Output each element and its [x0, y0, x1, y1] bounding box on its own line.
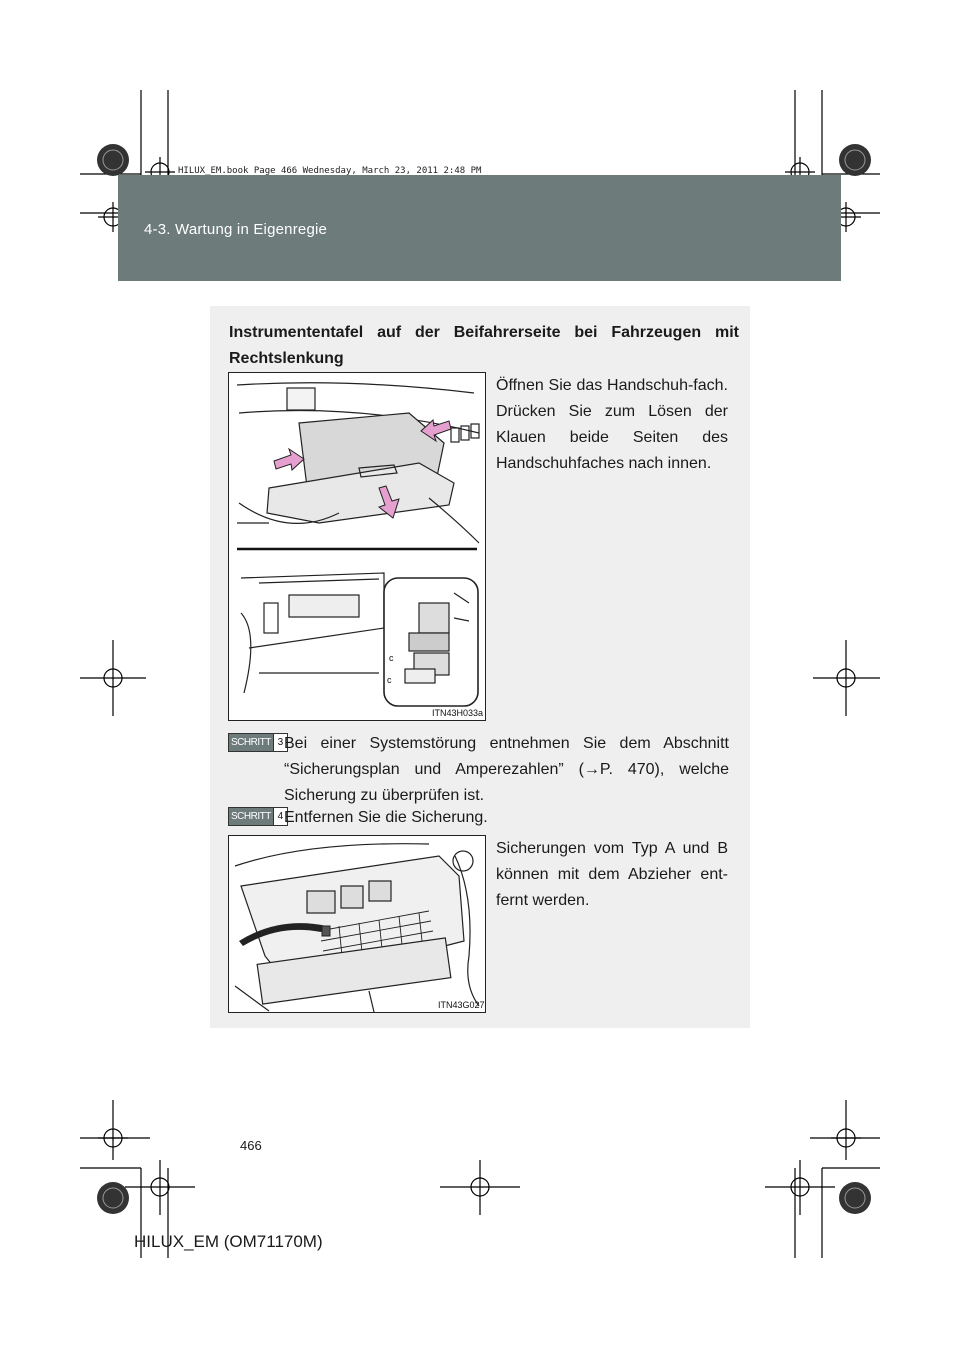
step3-badge-word: SCHRITT: [229, 734, 273, 751]
figure2-code: ITN43G027: [438, 1000, 485, 1010]
svg-text:c: c: [389, 653, 394, 663]
step3-badge: [228, 733, 288, 752]
manual-reference: HILUX_EM (OM71170M): [134, 1232, 323, 1251]
step4-badge-word: SCHRITT: [229, 808, 273, 825]
fuse-box-illustration: [229, 836, 485, 1012]
figure1-code: ITN43H033a: [432, 708, 484, 718]
step3-badge-number: 3: [273, 734, 287, 751]
step3-text: Bei einer Systemstörung entnehmen Sie dem Abschnitt “Sicherungsplan und Amperezahlen” (→P. 470), welche Sicherung zu überprüfen ist.: [284, 735, 729, 804]
glovebox-figure: [228, 372, 486, 721]
page-number: 466: [240, 1138, 262, 1153]
svg-text:c: c: [387, 675, 392, 685]
figure2-text: Sicherungen vom Typ A und B können mit dem Abzieher ent-fernt werden.: [496, 840, 728, 909]
fuse-puller-figure: [228, 835, 486, 1013]
section-title: 4-3. Wartung in Eigenregie: [144, 221, 328, 238]
step4-badge: [228, 807, 288, 826]
step4-text: Entfernen Sie die Sicherung.: [284, 809, 488, 826]
step4-badge-number: 4: [273, 808, 287, 825]
glovebox-illustration: [229, 373, 485, 720]
figure1-text: Öffnen Sie das Handschuh-fach. Drücken Sie zum Lösen der Klauen beide Seiten des Handschuhfaches nach innen.: [496, 377, 728, 472]
print-info: HILUX_EM.book Page 466 Wednesday, March 23, 2011 2:48 PM: [178, 166, 482, 176]
section-heading: Instrumententafel auf der Beifahrerseite bei Fahrzeugen mit Rechtslenkung: [229, 324, 739, 367]
